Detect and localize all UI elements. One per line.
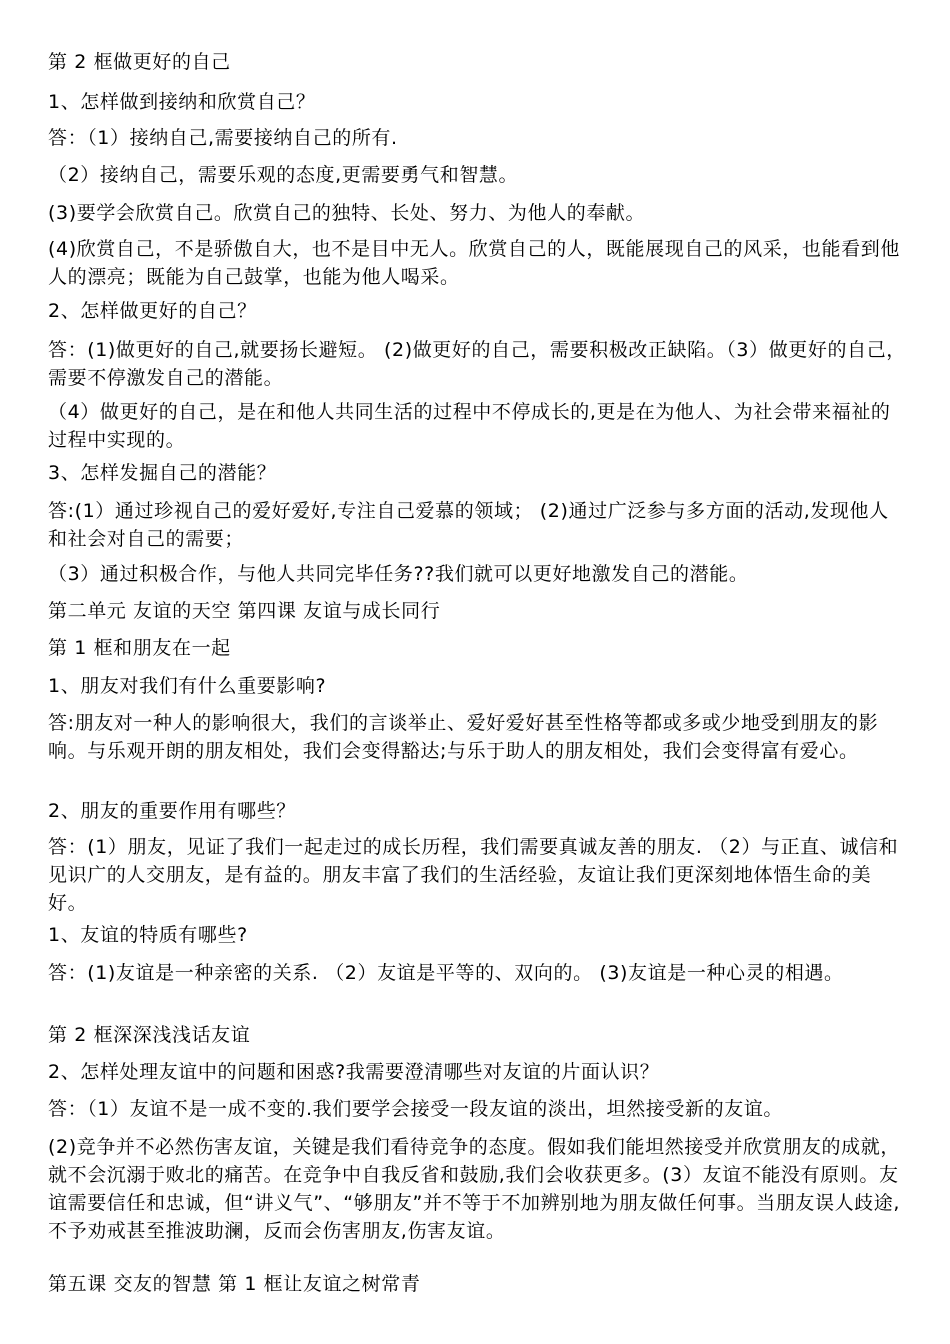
question: 1、朋友对我们有什么重要影响? (48, 675, 327, 697)
section-heading: 第 2 框做更好的自己 (48, 51, 231, 73)
section-heading: 第 1 框和朋友在一起 (48, 637, 231, 659)
question: 2、怎样做更好的自己？ (48, 300, 257, 322)
question: 1、友谊的特质有哪些? (48, 924, 248, 946)
answer-paragraph: (2)竞争并不必然伤害友谊，关键是我们看待竞争的态度。假如我们能坦然接受并欣赏朋友的成就，就不会沉溺于败北的痛苦。在竞争中自我反省和鼓励,我们会收获更多。(3）友谊不能没有原则。友谊需要信任和忠诚，但“讲义气”、“够朋友”并不等于不加辨别地为朋友做任何事。当朋友误人歧途,不予劝戒甚至推波助澜，反而会伤害朋友,伤害友谊。 (48, 1136, 901, 1242)
unit-heading: 第二单元 友谊的天空 第四课 友谊与成长同行 (48, 600, 441, 622)
answer-paragraph: 答：（1）接纳自己,需要接纳自己的所有. (48, 127, 398, 149)
question: 1、怎样做到接纳和欣赏自己？ (48, 91, 316, 113)
answer-paragraph: 答：（1）友谊不是一成不变的.我们要学会接受一段友谊的淡出，坦然接受新的友谊。 (48, 1098, 784, 1120)
question: 2、怎样处理友谊中的问题和困惑?我需要澄清哪些对友谊的片面认识？ (48, 1061, 660, 1083)
answer-paragraph: （2）接纳自己，需要乐观的态度,更需要勇气和智慧。 (48, 164, 519, 186)
answer-paragraph: (4)欣赏自己，不是骄傲自大，也不是目中无人。欣赏自己的人，既能展现自己的风采，也能看到他人的漂亮；既能为自己鼓掌，也能为他人喝采。 (48, 238, 900, 288)
question: 3、怎样发掘自己的潜能？ (48, 462, 277, 484)
answer-paragraph: 答：(1)友谊是一种亲密的关系. （2）友谊是平等的、双向的。 (3)友谊是一种心灵的相遇。 (48, 962, 844, 984)
answer-paragraph: （4）做更好的自己，是在和他人共同生活的过程中不停成长的,更是在为他人、为社会带来福祉的过程中实现的。 (48, 401, 891, 451)
answer-paragraph: 答:朋友对一种人的影响很大，我们的言谈举止、爱好爱好甚至性格等都或多或少地受到朋友的影响。与乐观开朗的朋友相处，我们会变得豁达;与乐于助人的朋友相处，我们会变得富有爱心。 (48, 712, 879, 762)
answer-paragraph: 答：(1)做更好的自己,就要扬长避短。 (2)做更好的自己，需要积极改正缺陷。（3）做更好的自己，需要不停激发自己的潜能。 (48, 339, 906, 389)
answer-paragraph: (3)要学会欣赏自己。欣赏自己的独特、长处、努力、为他人的奉献。 (48, 202, 646, 224)
lesson-heading: 第五课 交友的智慧 第 1 框让友谊之树常青 (48, 1273, 421, 1295)
section-heading: 第 2 框深深浅浅话友谊 (48, 1024, 251, 1046)
question: 2、朋友的重要作用有哪些？ (48, 800, 296, 822)
answer-paragraph: （3）通过积极合作，与他人共同完毕任务??我们就可以更好地激发自己的潜能。 (48, 563, 749, 585)
answer-paragraph: 答：(1）朋友，见证了我们一起走过的成长历程，我们需要真诚友善的朋友. （2）与正直、诚信和见识广的人交朋友，是有益的。朋友丰富了我们的生活经验，友谊让我们更深刻地体悟生命的美好。 (48, 836, 899, 914)
answer-paragraph: 答:(1）通过珍视自己的爱好爱好,专注自己爱慕的领域； (2)通过广泛参与多方面的活动,发现他人和社会对自己的需要； (48, 500, 889, 550)
